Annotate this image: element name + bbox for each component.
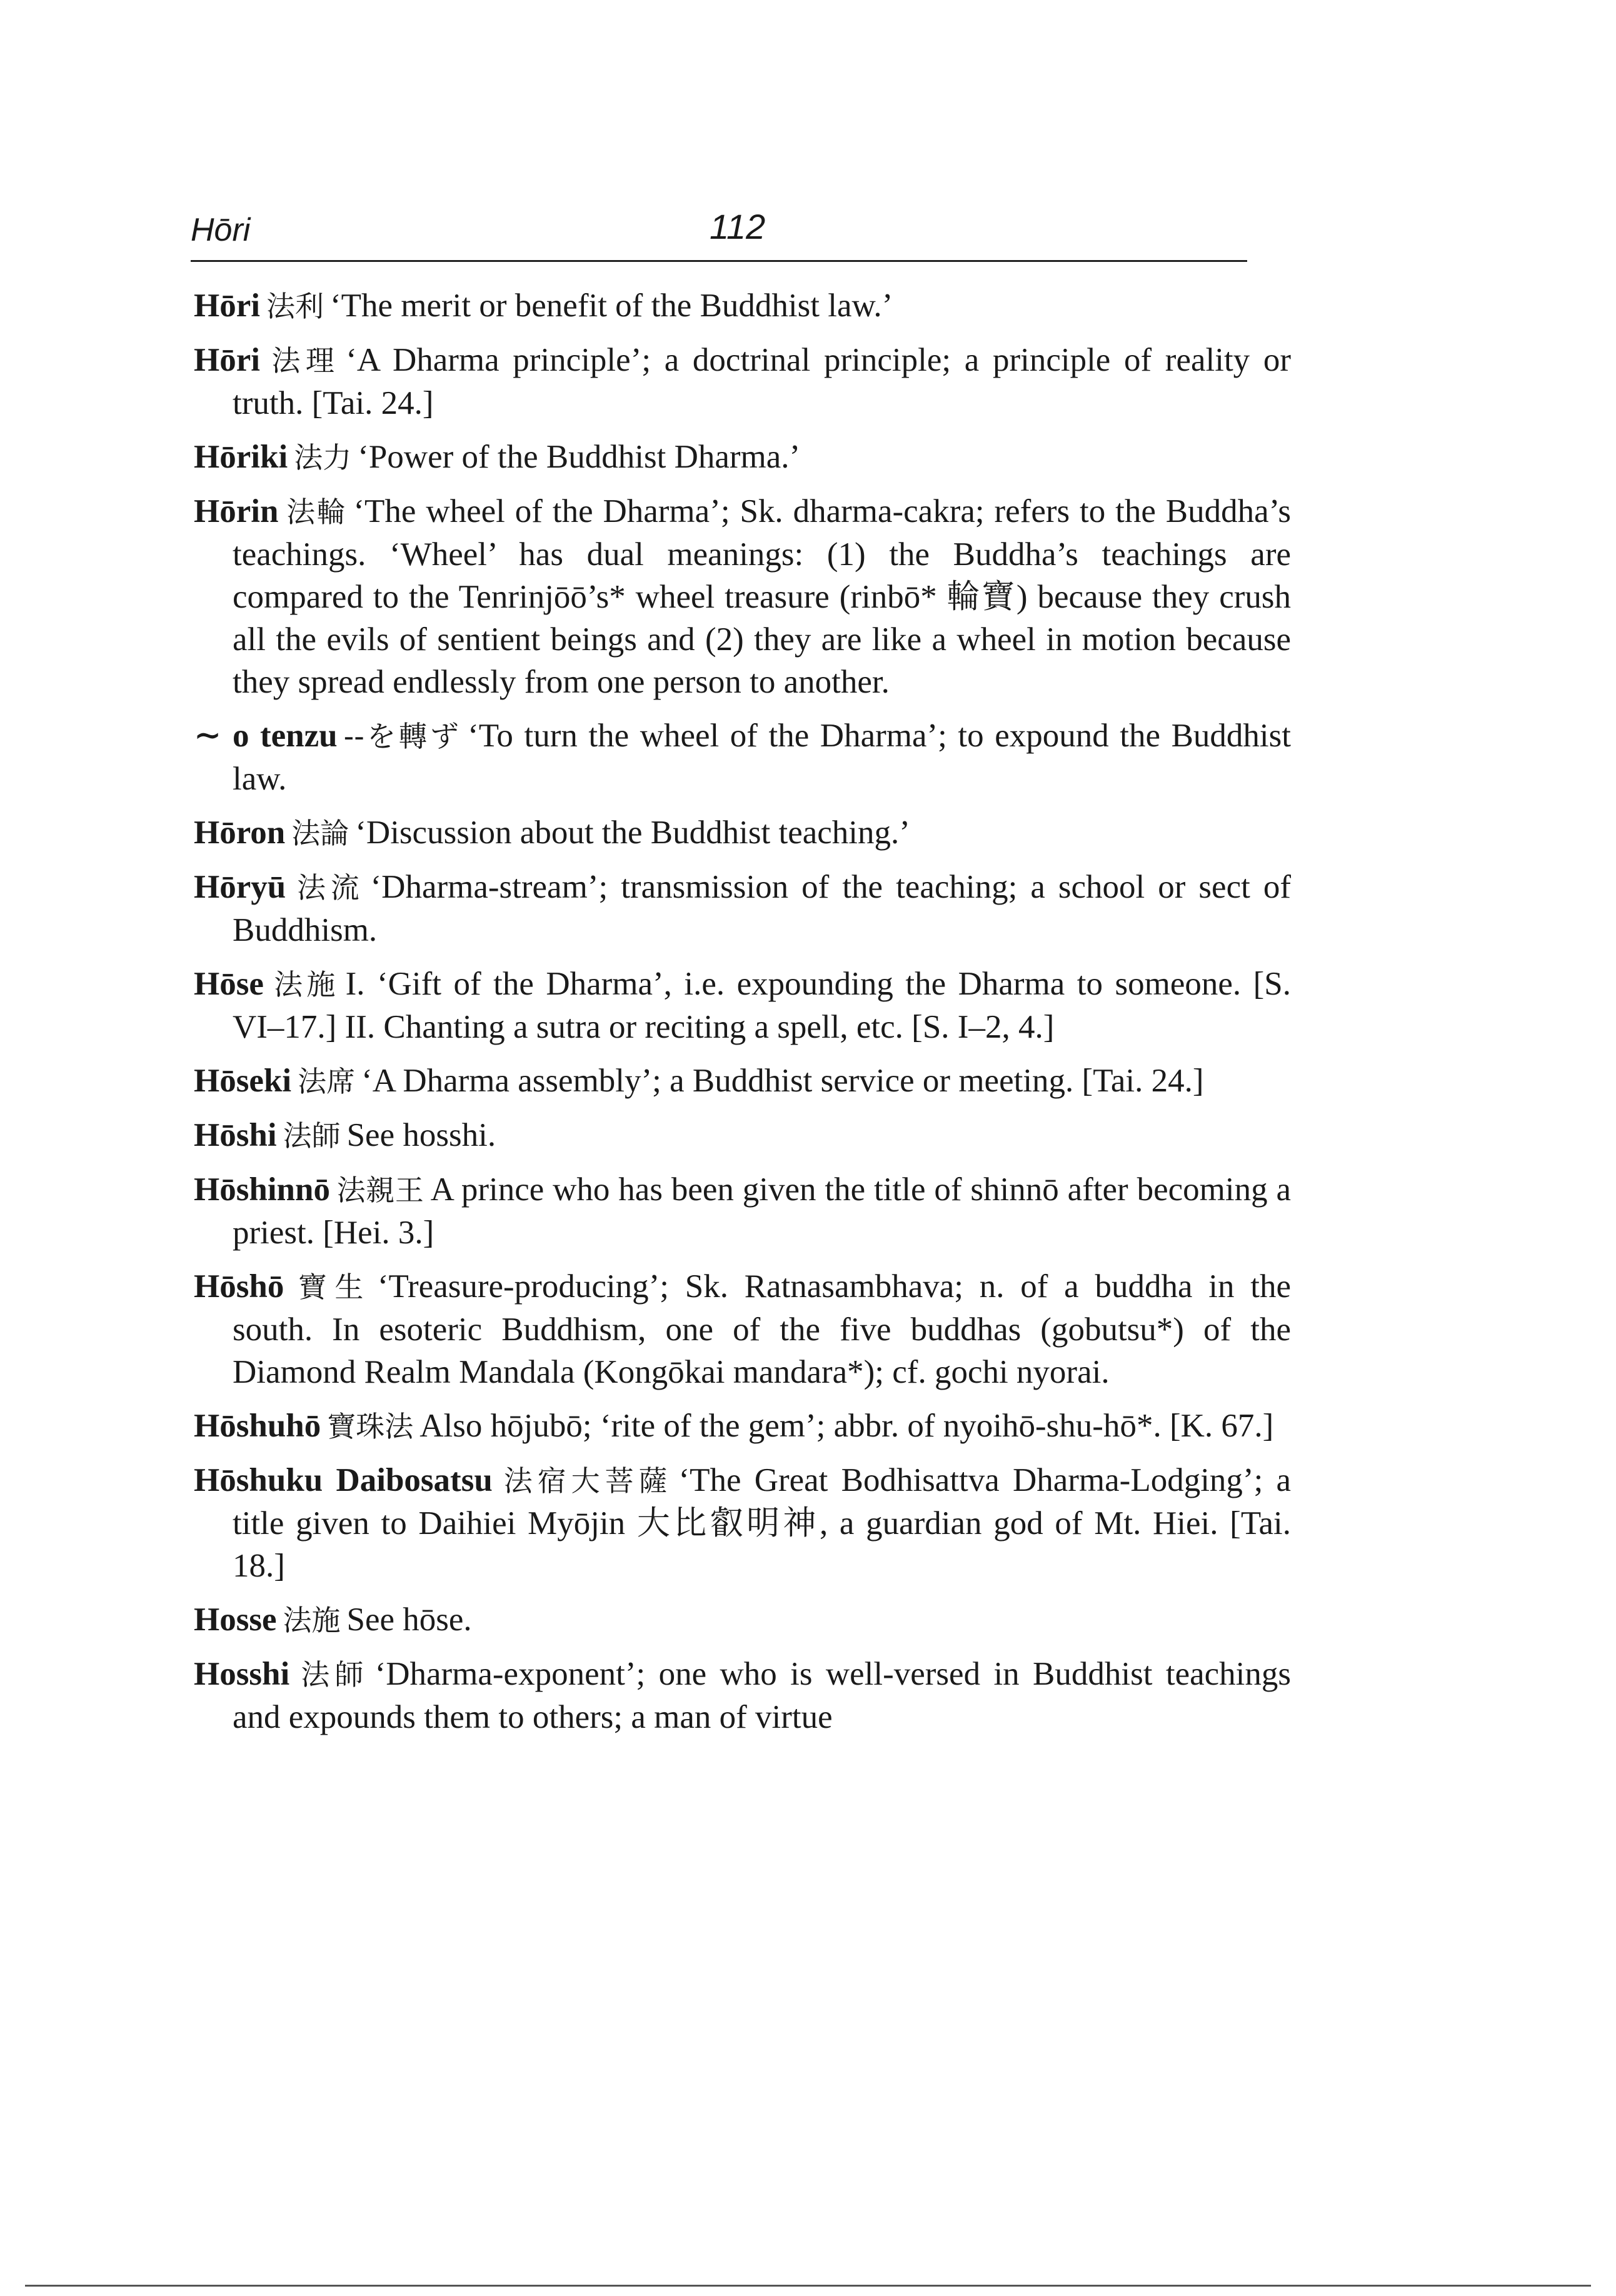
definition: ‘Dharma-exponent’; one who is well-versed in Buddhist teachings and expounds them to others; a man of virtue [233,1656,1291,1735]
kanji: --を轉ず [343,719,462,753]
entry-list [194,284,1291,1750]
entry-hosse [194,1598,1291,1642]
entry-hoseki [194,1060,1291,1103]
entry-hoshinno [194,1168,1291,1254]
definition: ‘Power of the Buddhist Dharma.’ [358,439,801,475]
kanji: 法流 [292,871,364,905]
definition: ‘A Dharma principle’; a doctrinal principle; a principle of reality or truth. [Tai. 24.] [233,342,1292,421]
headword: Hōri [194,342,260,378]
definition: ‘Discussion about the Buddhist teaching.’ [355,815,910,851]
definition: ‘Dharma-stream’; transmission of the teaching; a school or sect of Buddhism. [233,869,1291,948]
definition: See hōse. [346,1602,472,1638]
entry-horyu [194,866,1291,951]
kanji: 寶生 [290,1270,371,1304]
scan-edge-rule [25,2285,1591,2287]
kanji: 法席 [298,1065,356,1098]
definition: ‘A Dharma assembly’; a Buddhist service or meeting. [Tai. 24.] [361,1063,1204,1099]
headword: Hōri [194,288,260,324]
kanji: 法利 [266,289,324,323]
kanji: 法師 [296,1658,369,1692]
kanji: 法親王 [336,1173,424,1207]
headword: Hōshi [194,1117,277,1153]
kanji: 法論 [291,816,349,850]
headword: Hōshō [194,1268,284,1305]
entry-hoshuku-daibosatsu [194,1459,1291,1587]
headword: Hōseki [194,1063,292,1099]
entry-hoshuho [194,1405,1291,1448]
entry-hoshi [194,1114,1291,1157]
entry-hosshi [194,1653,1291,1738]
headword: Hōrin [194,493,279,529]
headword: Hōriki [194,439,288,475]
entry-hosho [194,1265,1291,1393]
entry-horon [194,811,1291,855]
headword: Hōshuhō [194,1408,321,1444]
entry-hose [194,963,1291,1048]
kanji: 法理 [266,344,340,378]
kanji: 法輪 [284,495,348,529]
page-header [191,206,1247,263]
definition: Also hōjubō; ‘rite of the gem’; abbr. of nyoihō-shu-hō*. [K. 67.] [419,1408,1274,1444]
definition: ‘The Great Bodhisattva Dharma-Lodging’; a title given to Daihiei Myōjin 大比叡明神, a guardian god of Mt. Hiei. [Tai. 18.] [233,1462,1292,1584]
definition: I. ‘Gift of the Dharma’, i.e. expounding the Dharma to someone. [S. VI–17.] II. Chanting a sutra or reciting a spell, etc. [S. I–2, 4.] [233,966,1291,1045]
kanji: 寶珠法 [327,1410,414,1443]
header-rule [191,260,1247,262]
headword: Hōse [194,966,264,1002]
kanji: 法力 [294,441,352,474]
headword: ∼ o tenzu [194,718,338,754]
definition: See hosshi. [346,1117,496,1153]
kanji: 法宿大菩薩 [498,1464,673,1498]
definition: A prince who has been given the title of shinnō after becoming a priest. [Hei. 3.] [233,1171,1292,1251]
headword: Hōshuku Daibosatsu [194,1462,493,1498]
headword: Hōryū [194,869,286,905]
definition: ‘The wheel of the Dharma’; Sk. dharma-cakra; refers to the Buddha’s teachings. ‘Wheel’ has dual meanings: (1) the Buddha’s teachings are compared to the Tenrinjōō’s* wheel treasure (rinbō* 輪寶) because they crush all the evils of sentient beings and (2) they are like a wheel in motion because they spread endlessly from one person to another. [233,493,1292,700]
headword: Hōron [194,815,286,851]
page-number: 112 [710,207,766,246]
entry-hori-1 [194,284,1291,328]
headword: Hosshi [194,1656,290,1692]
entry-horiki [194,436,1291,479]
entry-horin [194,490,1291,703]
running-head: Hōri [191,212,251,248]
entry-o-tenzu [194,714,1291,800]
entry-hori-2 [194,339,1291,424]
definition: ‘Treasure-producing’; Sk. Ratnasambhava; n. of a buddha in the south. In esoteric Buddhism, one of the five buddhas (gobutsu*) of the Diamond Realm Mandala (Kongōkai mandara*); cf. gochi nyorai. [233,1268,1291,1390]
definition: ‘To turn the wheel of the Dharma’; to expound the Buddhist law. [233,718,1292,797]
kanji: 法施 [269,968,339,1001]
kanji: 法施 [283,1603,341,1637]
headword: Hosse [194,1602,277,1638]
definition: ‘The merit or benefit of the Buddhist law.’ [329,288,893,324]
headword: Hōshinnō [194,1171,331,1208]
kanji: 法師 [283,1119,341,1153]
